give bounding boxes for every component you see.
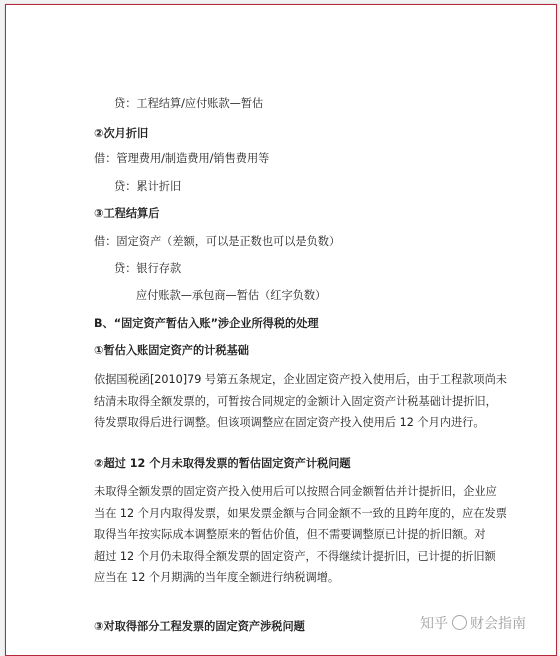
paragraph-line: 应当在 12 个月期满的当年度全额进行纳税调增。 [94, 571, 340, 584]
watermark-suffix: 财会指南 [470, 616, 526, 632]
section-heading: ②超过 12 个月未取得发票的暂估固定资产计税问题 [94, 457, 351, 470]
paragraph-1 [94, 369, 507, 434]
text-line: 借：管理费用/制造费用/销售费用等 [94, 152, 270, 165]
section-heading: ③对取得部分工程发票的固定资产涉税问题 [94, 620, 305, 633]
paragraph-line: 超过 12 个月仍未取得全额发票的固定资产，不得继续计提折旧，已计提的折旧额 [94, 549, 496, 563]
text-line: 贷：累计折旧 [114, 180, 182, 193]
watermark-prefix: 知乎 [420, 616, 448, 632]
paragraph-line: 未取得全额发票的固定资产投入使用后可以按照合同金额暂估并计提折旧，企业应 [94, 485, 497, 498]
section-heading: ①暂估入账固定资产的计税基础 [94, 344, 249, 357]
paragraph-line: 当在 12 个月内取得发票，如果发票金额与合同金额不一致的且跨年度的，应在发票 [94, 506, 507, 520]
paragraph-line: 待发票取得后进行调整。但该项调整应在固定资产投入使用后 12 个月内进行。 [94, 416, 485, 429]
paragraph-line: 依据国税函[2010]79 号第五条规定，企业固定资产投入使用后，由于工程款项尚未 [94, 373, 507, 386]
paragraph-line: 取得当年按实际成本调整原来的暂估价值，但不需要调整原已计提的折旧额。对 [94, 528, 486, 541]
watermark [420, 613, 526, 633]
section-heading: B、“固定资产暂估入账”涉企业所得税的处理 [94, 317, 319, 330]
paragraph-line: 结清未取得全额发票的，可暂按合同规定的金额计入固定资产计税基础计提折旧， [94, 394, 497, 408]
at-icon [452, 615, 467, 630]
section-heading: ②次月折旧 [94, 127, 149, 140]
document-page [5, 4, 557, 656]
section-heading: ③工程结算后 [94, 207, 160, 220]
text-line: 借：固定资产（差额，可以是正数也可以是负数） [94, 235, 341, 248]
paragraph-2 [94, 481, 507, 589]
text-line: 应付账款—承包商—暂估（红字负数） [136, 289, 327, 302]
text-line: 贷：银行存款 [114, 262, 182, 275]
text-line: 贷：工程结算/应付账款—暂估 [114, 97, 264, 110]
